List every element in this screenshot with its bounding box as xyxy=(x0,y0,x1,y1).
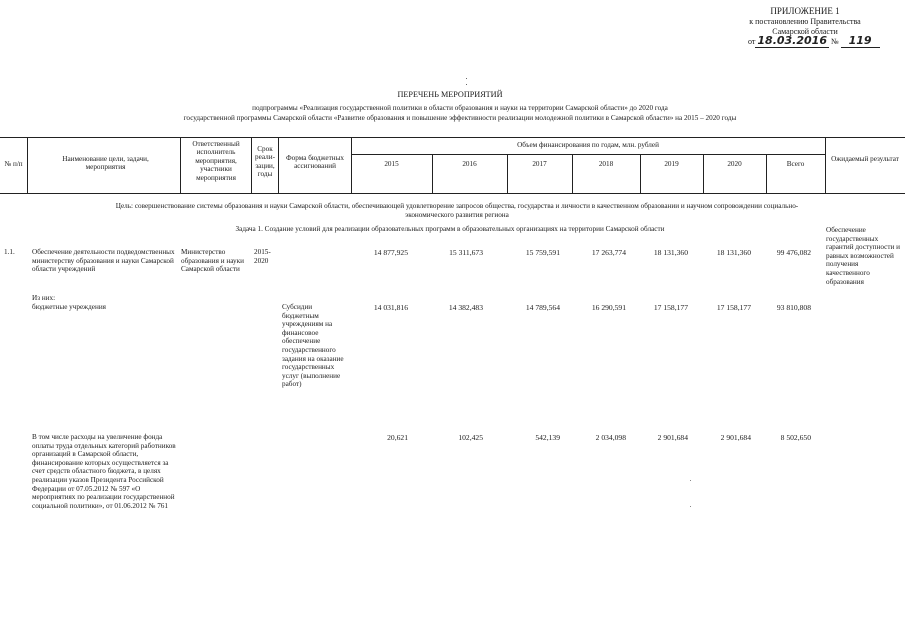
row1-value-2018: 17 263,774 xyxy=(591,248,626,257)
scan-speck xyxy=(466,84,467,85)
header-funding: Объем финансирования по годам, млн. рублей xyxy=(517,141,659,149)
doc-subtitle-1: подпрограммы «Реализация государственной политики в области образования и науки на территории Самарской области» до 2020 года xyxy=(252,104,668,112)
header-num: № п/п xyxy=(4,160,23,168)
handwritten-date: 18.03.2016 xyxy=(757,34,827,47)
appendix-line1: к постановлению Правительства xyxy=(749,17,861,26)
row2-value-2017: 14 789,564 xyxy=(525,303,560,312)
row-number: 1.1. xyxy=(4,248,15,256)
row1-value-2019: 18 131,360 xyxy=(653,248,688,257)
row3-value-2015: 20,621 xyxy=(387,433,408,442)
row3-value-2020: 2 901,684 xyxy=(720,433,751,442)
appendix-line2: Самарской области xyxy=(772,26,838,36)
header-exec: Ответственный исполнитель мероприятия, участники мероприятия xyxy=(192,140,240,182)
handwritten-number: 119 xyxy=(841,34,880,48)
appendix-date-line xyxy=(748,36,878,47)
doc-subtitle-2: государственной программы Самарской области «Развитие образования и повышение эффективности реализации молодежной политики в Самарской области» на 2015 – 2020 годы xyxy=(183,114,737,122)
header-year-2019: 2019 xyxy=(664,160,679,168)
header-form: Форма бюджетных ассигнований xyxy=(285,154,345,171)
row2-name-line1: Из них: xyxy=(32,294,56,302)
header-year-2015: 2015 xyxy=(384,160,399,168)
row3-name: В том числе расходы на увеличение фонда оплаты труда отдельных категорий работников организаций в Самарской области, финансирование которых осуществляется за счет средств областного бюджета, в целях реализации указов Президента Российской Федерации от 07.05.2012 № 597 «О мероприятиях по реализации государственной социальной политики», от 01.06.2012 № 761 xyxy=(32,433,176,510)
date-prefix: от xyxy=(748,37,756,46)
row2-value-2015: 14 031,816 xyxy=(373,303,408,312)
row2-name-line2: бюджетные учреждения xyxy=(32,303,106,311)
row3-value-2018: 2 034,098 xyxy=(595,433,626,442)
row1-value-2017: 15 759,591 xyxy=(525,248,560,257)
number-prefix: № xyxy=(830,37,839,46)
row1-value-2015: 14 877,925 xyxy=(373,248,408,257)
row1-value-2020: 18 131,360 xyxy=(716,248,751,257)
row1-value-2016: 15 311,673 xyxy=(449,248,483,257)
row2-value-2018: 16 290,591 xyxy=(591,303,626,312)
row1-value-total: 99 476,082 xyxy=(776,248,811,257)
header-total: Всего xyxy=(786,160,805,168)
row3-value-2016: 102,425 xyxy=(458,433,483,442)
header-year-2020: 2020 xyxy=(727,160,742,168)
row2-value-total: 93 810,808 xyxy=(776,303,811,312)
row2-value-2020: 17 158,177 xyxy=(716,303,751,312)
appendix-title: ПРИЛОЖЕНИЕ 1 xyxy=(770,6,840,16)
row3-value-total: 8 502,650 xyxy=(780,433,811,442)
header-year-2017: 2017 xyxy=(532,160,547,168)
header-term: Срок реали-зации, годы xyxy=(255,145,275,179)
row2-value-2019: 17 158,177 xyxy=(653,303,688,312)
goal-text: Цель: совершенствование системы образования и науки Самарской области, обеспечивающей удовлетворение запросов общества, государства и личности в качественном образовании и научном сопровождении социально-экономического развития региона xyxy=(115,202,799,219)
header-year-2016: 2016 xyxy=(462,160,477,168)
row-term: 2015-2020 xyxy=(254,248,271,265)
scan-speck xyxy=(466,78,467,79)
row2-form: Субсидии бюджетным учреждениям на финансовое обеспечение государственного задания на оказание государственных услуг (выполнение работ) xyxy=(282,303,344,389)
scan-speck xyxy=(690,480,691,481)
header-result: Ожидаемый результат xyxy=(831,155,899,163)
row-executor: Министерство образования и науки Самарской области xyxy=(181,248,244,274)
scan-speck xyxy=(690,506,691,507)
header-year-2018: 2018 xyxy=(598,160,614,168)
row3-value-2019: 2 901,684 xyxy=(657,433,688,442)
task-text: Задача 1. Создание условий для реализации образовательных программ в образовательных организациях на территории Самарской области xyxy=(235,225,665,233)
row-name: Обеспечение деятельности подведомственных министерству образования и науки Самарской области учреждений xyxy=(32,248,175,274)
appendix-block xyxy=(735,6,875,36)
row3-value-2017: 542,139 xyxy=(535,433,560,442)
row2-value-2016: 14 382,483 xyxy=(448,303,483,312)
doc-heading: ПЕРЕЧЕНЬ МЕРОПРИЯТИЙ xyxy=(397,90,503,99)
row-expected-result: Обеспечение государственных гарантий доступности и равных возможностей получения качественного образования xyxy=(826,226,900,286)
header-name: Наименование цели, задачи, мероприятия xyxy=(62,155,149,172)
